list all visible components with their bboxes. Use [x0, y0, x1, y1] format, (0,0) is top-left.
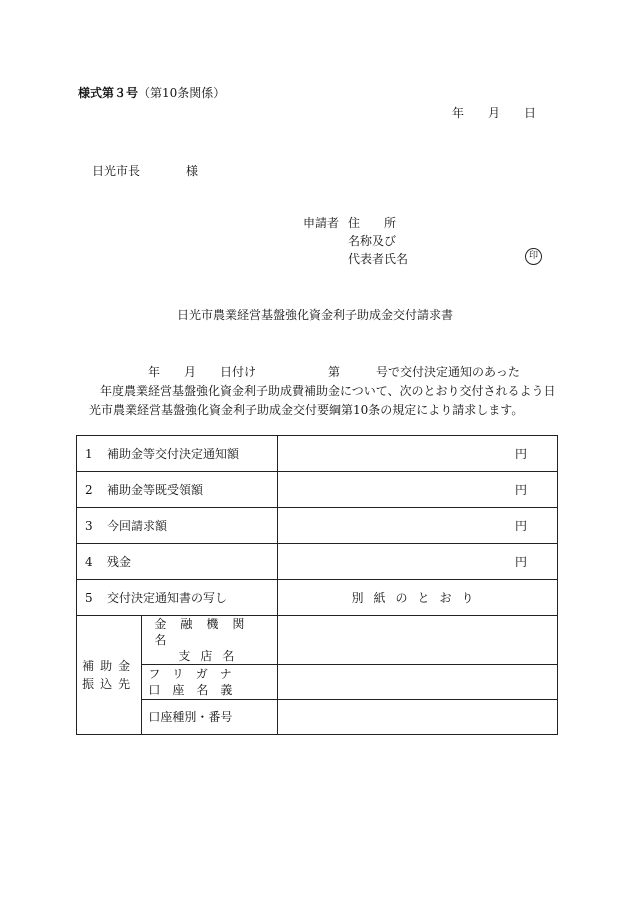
row-label: 1 補助金等交付決定通知額 — [77, 436, 278, 472]
row-value: 円 — [278, 508, 558, 544]
form-number — [78, 84, 225, 101]
table-row — [77, 544, 558, 580]
row-value: 円 — [278, 544, 558, 580]
date-day: 日 — [524, 106, 537, 120]
table-row — [77, 472, 558, 508]
seal-mark: 印 — [525, 248, 542, 265]
bank-row-institution — [77, 616, 558, 665]
bank-row-account-name — [77, 665, 558, 700]
account-type-label: 口座種別・番号 — [142, 700, 278, 735]
body-line-1: 年 月 日付け 第 号で交付決定通知のあった — [148, 365, 520, 379]
bank-row-account-type — [77, 700, 558, 735]
body-line-3: 光市農業経営基盤強化資金利子助成金交付要綱第10条の規定により請求します。 — [89, 403, 524, 417]
table-row — [77, 580, 558, 616]
bank-institution-label: 金融機関名 支店名 — [142, 616, 278, 665]
request-table — [76, 435, 558, 735]
applicant-name-label-2: 代表者氏名 — [348, 252, 409, 266]
addressee-name: 日光市長 — [92, 164, 141, 178]
document-title: 日光市農業経営基盤強化資金利子助成金交付請求書 — [177, 308, 454, 322]
applicant-address-label: 住 所 — [348, 216, 397, 230]
account-name-label: フリガナ 口座名義 — [142, 665, 278, 700]
row-value: 別紙のとおり — [278, 580, 558, 616]
date-year: 年 — [452, 106, 465, 120]
body-line-2: 年度農業経営基盤強化資金利子助成費補助金について、次のとおり交付されるよう日 — [100, 384, 556, 398]
table-row — [77, 508, 558, 544]
account-type-value[interactable] — [278, 700, 558, 735]
applicant-name-label-1: 名称及び — [348, 234, 397, 248]
row-value: 円 — [278, 436, 558, 472]
account-name-value[interactable] — [278, 665, 558, 700]
row-label: 2 補助金等既受領額 — [77, 472, 278, 508]
row-label: 4 残金 — [77, 544, 278, 580]
row-value: 円 — [278, 472, 558, 508]
addressee-honorific: 様 — [186, 164, 199, 178]
table-row — [77, 436, 558, 472]
bank-head-line-2: 振込先 — [82, 677, 137, 691]
bank-institution-value[interactable] — [278, 616, 558, 665]
bank-head-line-1: 補助金 — [82, 659, 137, 673]
bank-transfer-head — [77, 616, 142, 735]
form-number-bold: 様式第３号 — [78, 86, 139, 100]
row-label: 5 交付決定通知書の写し — [77, 580, 278, 616]
date-line — [452, 104, 536, 121]
row-label: 3 今回請求額 — [77, 508, 278, 544]
applicant-label: 申請者 — [303, 216, 340, 230]
addressee — [92, 162, 198, 179]
form-number-ref: （第10条関係） — [138, 86, 226, 100]
date-month: 月 — [488, 106, 501, 120]
